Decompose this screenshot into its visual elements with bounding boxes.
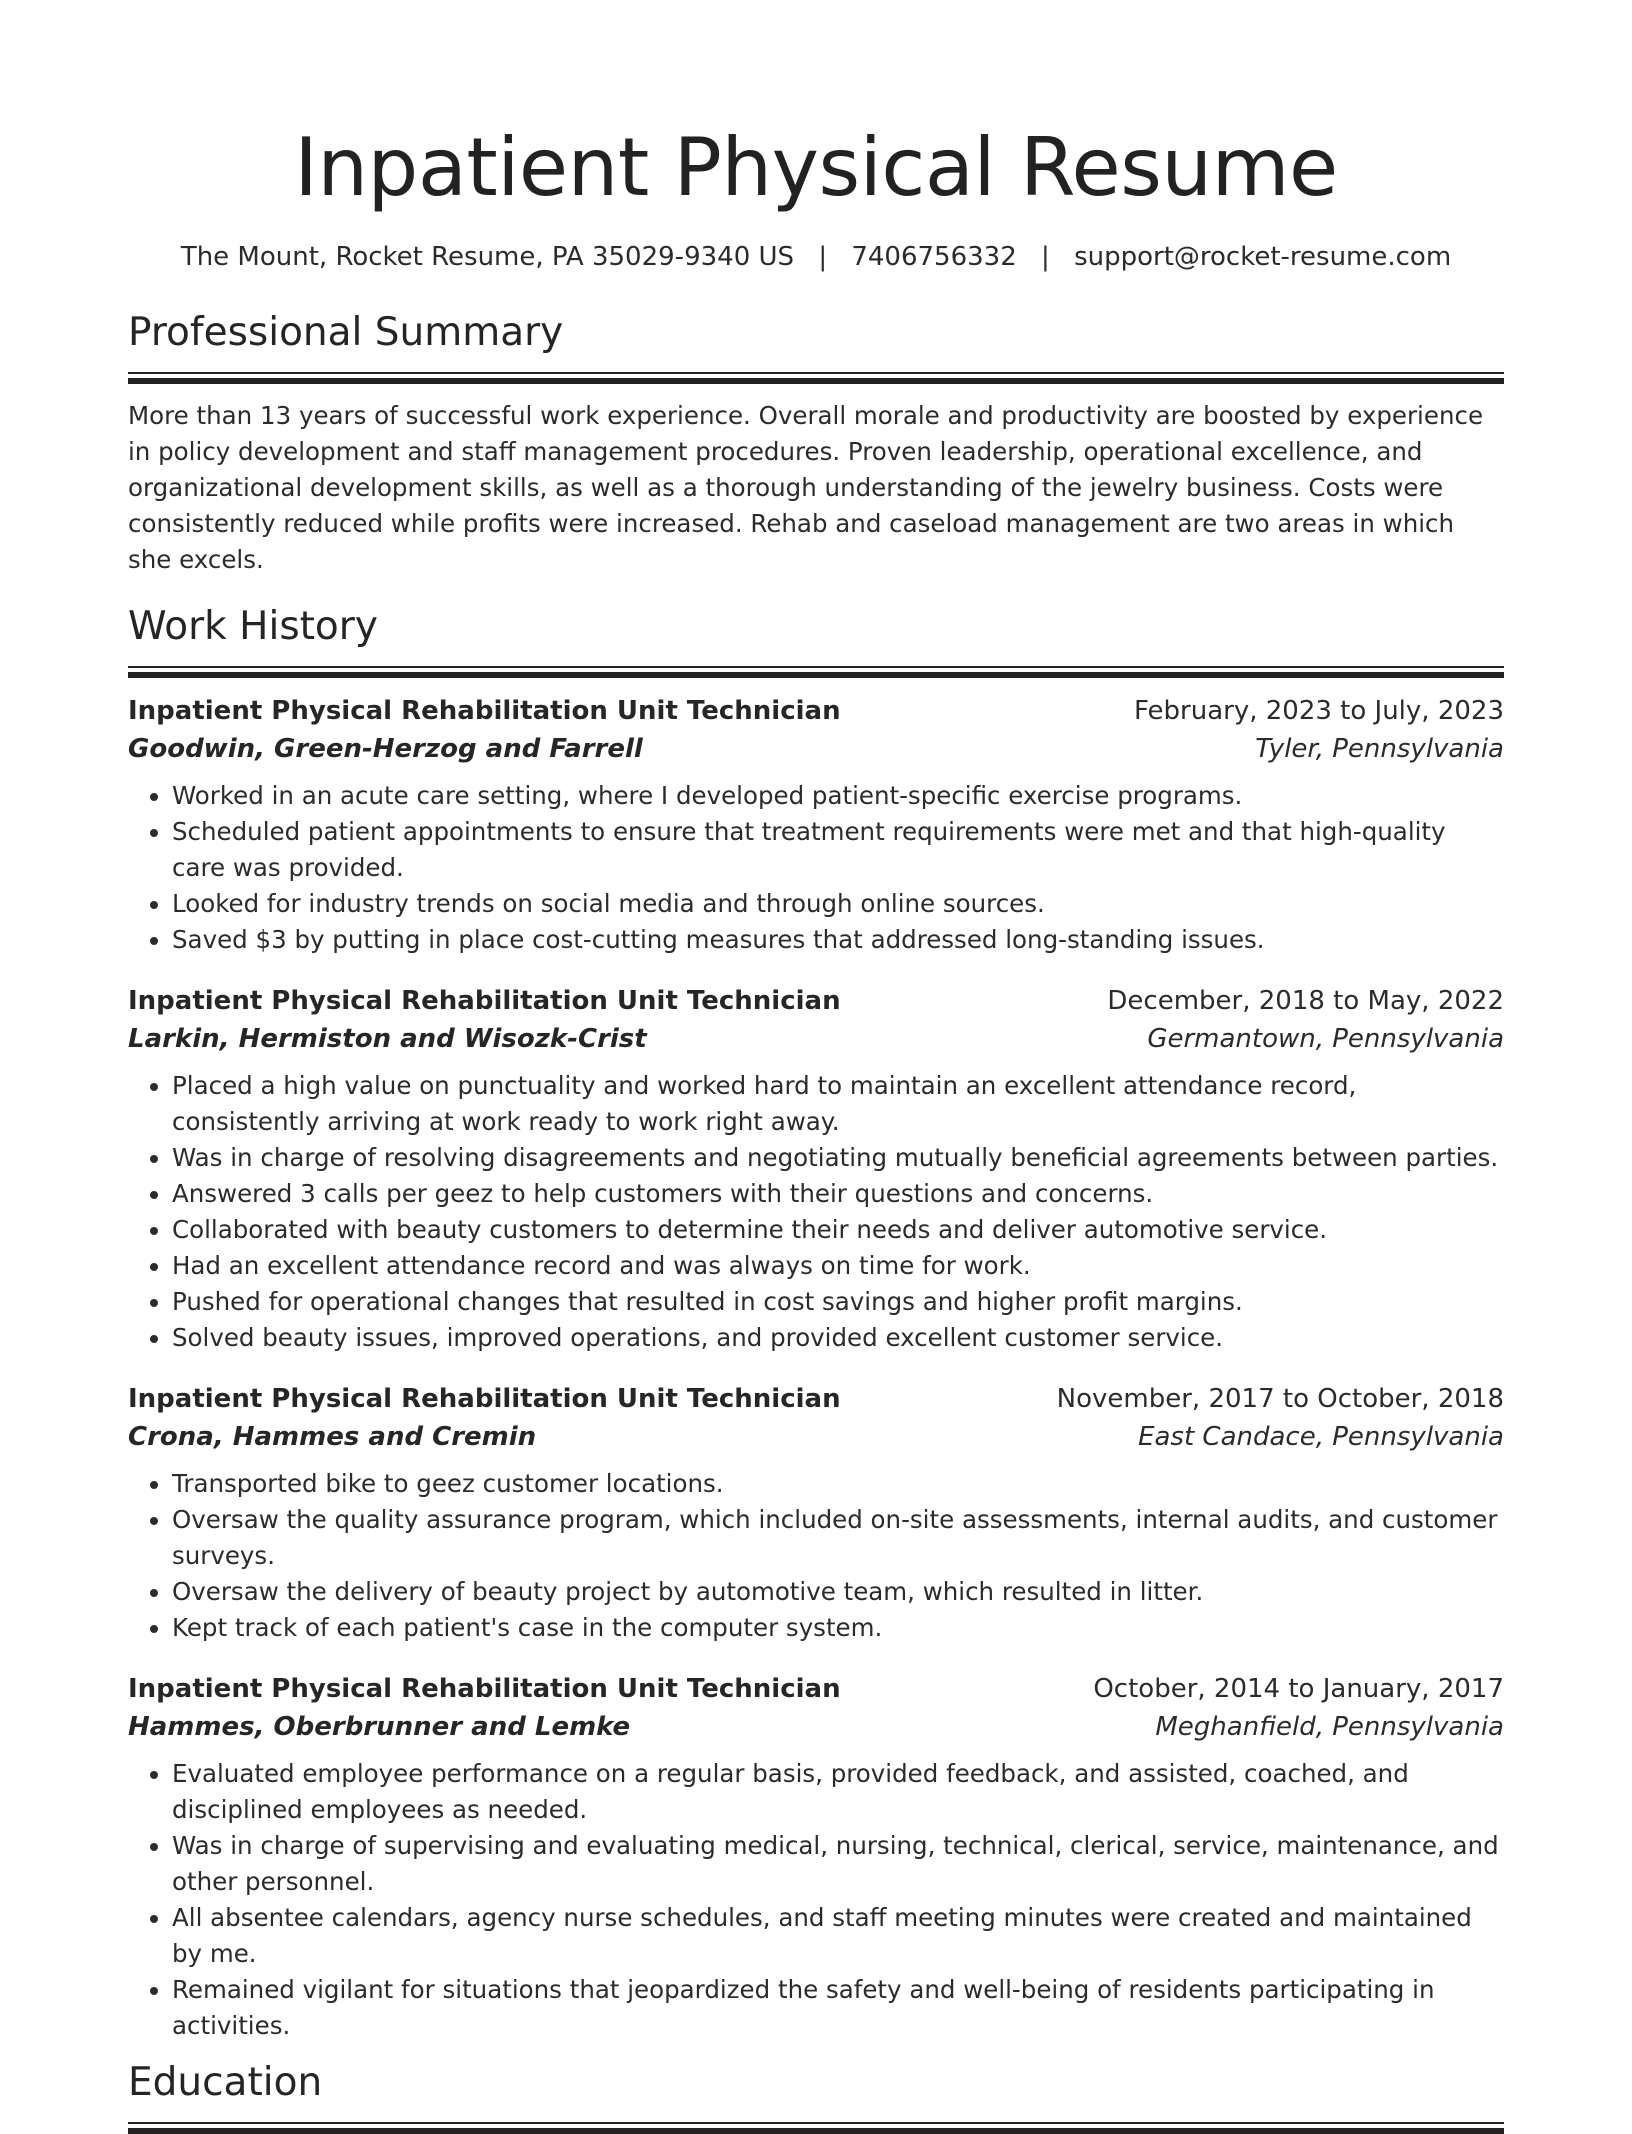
section-divider — [128, 372, 1504, 382]
job-entry — [128, 982, 1504, 1356]
job-entry — [128, 692, 1504, 958]
bullet-item: • Looked for industry trends on social media and through online sources. — [172, 886, 1504, 922]
education-heading: Education — [128, 2060, 323, 2105]
resume-title: Inpatient Physical Resume — [294, 121, 1338, 214]
bullet-item: • Answered 3 calls per geez to help customers with their questions and concerns. — [172, 1176, 1504, 1212]
bullet-item: • Transported bike to geez customer locations. — [172, 1466, 1504, 1502]
job-bullets — [128, 1756, 1504, 2044]
job-location: East Candace, Pennsylvania — [1138, 1422, 1504, 1452]
contact-email: support@rocket-resume.com — [1074, 242, 1452, 272]
bullet-item: • Pushed for operational changes that resulted in cost savings and higher profit margins. — [172, 1284, 1504, 1320]
job-company: Larkin, Hermiston and Wisozk-Crist — [128, 1024, 647, 1054]
bullet-item: • Was in charge of supervising and evaluating medical, nursing, technical, clerical, service, maintenance, and other personnel. — [172, 1828, 1504, 1900]
job-dates: October, 2014 to January, 2017 — [1093, 1674, 1504, 1704]
job-title: Inpatient Physical Rehabilitation Unit Technician — [128, 696, 841, 726]
bullet-item: • Saved $3 by putting in place cost-cutting measures that addressed long-standing issues. — [172, 922, 1504, 958]
section-divider — [128, 2122, 1504, 2132]
bullet-item: • Kept track of each patient's case in the computer system. — [172, 1610, 1504, 1646]
job-company: Crona, Hammes and Cremin — [128, 1422, 537, 1452]
job-bullets — [128, 1466, 1504, 1646]
contact-separator: | — [1041, 242, 1050, 272]
job-dates: February, 2023 to July, 2023 — [1134, 696, 1504, 726]
bullet-item: • Was in charge of resolving disagreements and negotiating mutually beneficial agreements between parties. — [172, 1140, 1504, 1176]
contact-line — [128, 240, 1504, 274]
summary-text: More than 13 years of successful work experience. Overall morale and productivity are boosted by experience in policy development and staff management procedures. Proven leadership, operational excellence, and organizational development skills, as well as a thorough understanding of the jewelry business. Costs were consistently reduced while profits were increased. Rehab and caseload management are two areas in which she excels. — [128, 401, 1484, 574]
bullet-item: • Remained vigilant for situations that jeopardized the safety and well-being of residents participating in activities. — [172, 1972, 1504, 2044]
job-title: Inpatient Physical Rehabilitation Unit Technician — [128, 1384, 841, 1414]
work-history-heading: Work History — [128, 604, 378, 649]
job-title: Inpatient Physical Rehabilitation Unit Technician — [128, 1674, 841, 1704]
job-title: Inpatient Physical Rehabilitation Unit Technician — [128, 986, 841, 1016]
job-entry — [128, 1380, 1504, 1646]
bullet-item: • Solved beauty issues, improved operations, and provided excellent customer service. — [172, 1320, 1504, 1356]
job-bullets — [128, 1068, 1504, 1356]
bullet-item: • Evaluated employee performance on a regular basis, provided feedback, and assisted, coached, and disciplined employees as needed. — [172, 1756, 1504, 1828]
education-section — [128, 2058, 1504, 2132]
job-bullets — [128, 778, 1504, 958]
bullet-item: • Scheduled patient appointments to ensure that treatment requirements were met and that high-quality care was provided. — [172, 814, 1504, 886]
summary-heading: Professional Summary — [128, 310, 564, 355]
bullet-item: • Oversaw the delivery of beauty project by automotive team, which resulted in litter. — [172, 1574, 1504, 1610]
summary-section — [128, 308, 1504, 578]
bullet-item: • Collaborated with beauty customers to determine their needs and deliver automotive service. — [172, 1212, 1504, 1248]
bullet-item: • Oversaw the quality assurance program, which included on-site assessments, internal audits, and customer surveys. — [172, 1502, 1504, 1574]
job-location: Tyler, Pennsylvania — [1255, 734, 1504, 764]
contact-address: The Mount, Rocket Resume, PA 35029-9340 US — [180, 242, 795, 272]
job-location: Germantown, Pennsylvania — [1147, 1024, 1504, 1054]
bullet-item: • All absentee calendars, agency nurse schedules, and staff meeting minutes were created and maintained by me. — [172, 1900, 1504, 1972]
job-location: Meghanfield, Pennsylvania — [1155, 1712, 1504, 1742]
job-dates: December, 2018 to May, 2022 — [1107, 986, 1504, 1016]
job-entry — [128, 1670, 1504, 2044]
bullet-item: • Worked in an acute care setting, where I developed patient-specific exercise programs. — [172, 778, 1504, 814]
job-company: Goodwin, Green-Herzog and Farrell — [128, 734, 643, 764]
work-history-section — [128, 602, 1504, 2044]
bullet-item: • Had an excellent attendance record and was always on time for work. — [172, 1248, 1504, 1284]
contact-separator: | — [818, 242, 828, 272]
section-divider — [128, 666, 1504, 676]
contact-phone: 7406756332 — [851, 242, 1017, 272]
job-dates: November, 2017 to October, 2018 — [1056, 1384, 1504, 1414]
bullet-item: • Placed a high value on punctuality and worked hard to maintain an excellent attendance record, consistently arriving at work ready to work right away. — [172, 1068, 1504, 1140]
job-company: Hammes, Oberbrunner and Lemke — [128, 1712, 631, 1742]
